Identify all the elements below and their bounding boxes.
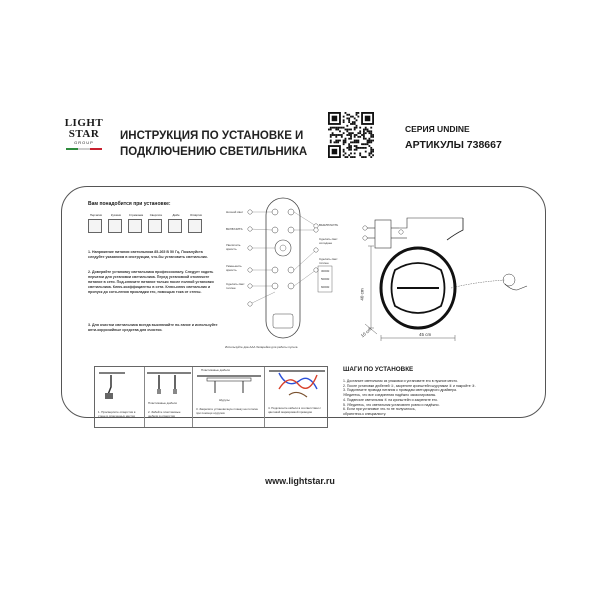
tool-label: Перчатки: [89, 213, 103, 217]
tool-gloves: [88, 213, 104, 233]
warm-button: [272, 267, 278, 273]
italian-flag-icon: [66, 148, 102, 150]
tool-label: Стремянка: [128, 213, 144, 217]
step-item: 6. Если при установке что-то не получилось,: [343, 407, 416, 412]
hand-icon: [505, 284, 527, 290]
power-cable: [447, 218, 463, 240]
detail-circle: [503, 274, 515, 286]
ladder-icon: [128, 219, 142, 233]
dowels-label: Пластиковые дюбели: [148, 401, 177, 405]
label-warmer: Сделать свет теплее: [226, 282, 245, 290]
steps-title: ШАГИ ПО УСТАНОВКЕ: [343, 366, 414, 373]
strip-step-2-text: 2. Забейте пластиковые дюбели в отверстия: [148, 410, 181, 418]
wiring-block: [365, 218, 463, 248]
remote-body: [266, 198, 300, 338]
tool-label: Дюбе: [172, 213, 180, 217]
leader-line: [451, 280, 505, 288]
strip-step-3: [192, 367, 264, 427]
wires-icon: [265, 367, 330, 405]
label-6000k: 6000К: [321, 285, 330, 289]
lamp-drawing: [355, 210, 535, 350]
label-5000k: 5000К: [321, 277, 330, 281]
strip-step-1-text: 1. Просверлите отверстия в стене в отмеченных местах: [98, 410, 136, 418]
label-brightness-up: Увеличить яркость: [226, 243, 241, 251]
tool-drill: [148, 213, 164, 233]
qr-code: [328, 112, 374, 158]
step-item: 5. Убедитесь, что светильник установлен ровно и надёжно.: [343, 402, 440, 407]
brightness-center: [280, 245, 286, 251]
title-line2: ПОДКЛЮЧЕНИЮ СВЕТИЛЬНИКА: [120, 146, 308, 158]
on-button: [272, 227, 278, 233]
article-number: АРТИКУЛЫ 738667: [405, 139, 502, 151]
gloves-icon: [88, 219, 102, 233]
website-link[interactable]: www.lightstar.ru: [265, 476, 335, 486]
tool-label: Сверлите: [149, 213, 163, 217]
strip-step-4: [264, 367, 329, 427]
dim-width: 45 cm: [419, 332, 432, 337]
label-off: ВЫКЛЮЧИТЬ: [319, 223, 339, 227]
tool-dowels: [168, 213, 184, 233]
tool-label: Кусачки: [110, 213, 122, 217]
strip-step-1: [95, 367, 144, 427]
colder-button: [288, 283, 294, 289]
install-steps-strip: [94, 366, 328, 428]
tool-ladder: [128, 213, 144, 233]
dowel-icon: [168, 219, 182, 233]
label-brightness-down: Уменьшить яркость: [226, 264, 242, 272]
label-colder: Сделать свет холоднее: [319, 237, 338, 245]
voltage-note: 1. Напряжение питания светильника 85-265 В 50 Гц. Пожалуйста следуйте указаниям в инструкции, что-бы установить светильник.: [88, 250, 208, 259]
battery-caption: Используйте два ААА батарейки для работы пульта: [225, 345, 298, 349]
logo-line3: GROUP: [74, 140, 94, 145]
series-label: СЕРИЯ UNDINE: [405, 124, 470, 134]
dim-height: 40 cm: [359, 288, 365, 301]
drill-wall-icon: [95, 367, 144, 407]
label-night-light: Ночной свет: [226, 210, 244, 214]
night-light-button: [272, 209, 278, 215]
screwdriver-icon: [188, 219, 202, 233]
label-on: ВКЛЮЧИТЬ: [226, 227, 243, 231]
cutters-icon: [108, 219, 122, 233]
safety-note: 2. Доверяйте установку светильника профессионалу. Следует ходить перчатки для установки светильника. Перед установкой отключите питание в сети. Под-ключите питание только после полной установки светильника. Ключ-коэффициенты в сети. Ключ-ключ светильник и пропуск до сото-ления прокладки его, помощью тока от стены.: [88, 270, 214, 294]
step-item: обратитесь к специалисту.: [343, 411, 387, 416]
on-button-right: [288, 227, 294, 233]
strip-step-4-text: 4. Подключите кабели в соответствии с цветовой маркировкой проводов: [268, 406, 321, 414]
dowels-label-2: Пластиковые дюбели: [201, 368, 230, 372]
step-item: 2. После установки дюбелей ①, закрепите кронштейн шурупами ② и накройте ③.: [343, 383, 476, 388]
brand-logo: [62, 118, 106, 150]
tool-label: Отвёртки: [189, 213, 203, 217]
dim-depth: 10 cm: [359, 326, 373, 339]
tools-row: [88, 213, 208, 243]
step-item: 4. Подвесьте светильник ④ на кронштейн и закрепите его.: [343, 397, 438, 402]
strip-step-3-text: 3. Закрепите установочную планку на потолке при помощи шурупов: [196, 407, 259, 415]
strip-step-2: [144, 367, 192, 427]
off-button: [288, 209, 294, 215]
step-item: 1. Достаньте светильник из упаковки и установите его в нужное место.: [343, 379, 459, 383]
screws-label: Шурупы: [219, 398, 230, 402]
steps-list: [343, 379, 521, 417]
cleaning-note: 3. Для очистки светильника всегда выключайте по-тание и используйте анти-коррозийные средства для очистки.: [88, 323, 218, 332]
tool-screwdrivers: [188, 213, 204, 233]
step-item: 3. Подключите провода питания к проводам светодиодного драйвера.: [343, 388, 457, 393]
tool-cutters: [108, 213, 124, 233]
document-title: [120, 128, 307, 160]
drill-icon: [148, 219, 162, 233]
logo-line2: STAR: [68, 128, 100, 140]
label-3000k: 3000К: [321, 269, 330, 273]
logo-line1: LIGHT: [64, 117, 104, 129]
step-item: Убедитесь, что все соединения надёжно заизолированы.: [343, 393, 437, 398]
label-warmer-right: Сделать свет тёплее: [319, 257, 338, 265]
title-line1: ИНСТРУКЦИЯ ПО УСТАНОВКЕ И: [120, 130, 304, 142]
warmer-button: [272, 283, 278, 289]
cold-button: [288, 267, 294, 273]
requirements-title: Вам понадобится при установке:: [88, 201, 171, 207]
